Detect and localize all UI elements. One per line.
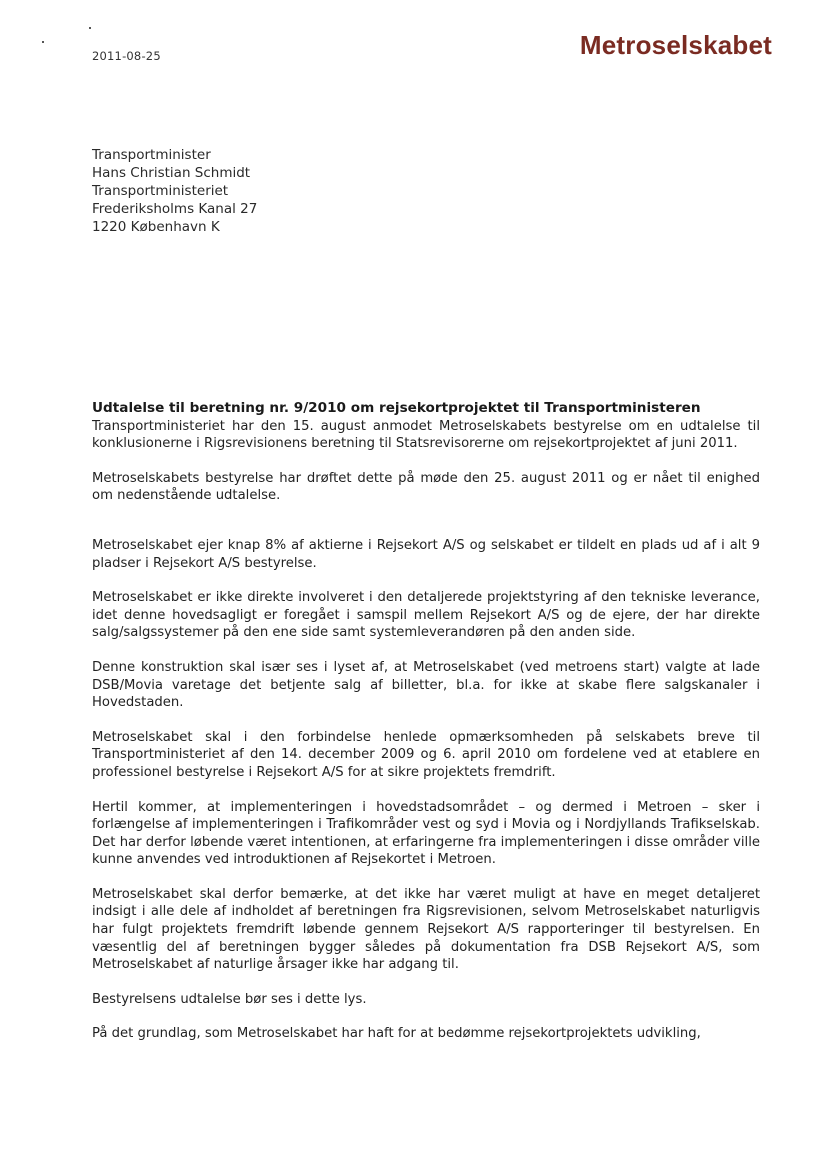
scan-speck [42,41,44,43]
body-paragraph: På det grundlag, som Metroselskabet har haft for at bedømme rejsekortprojektets udvikling, [92,1026,701,1042]
scan-speck [89,27,91,29]
body-paragraph: Denne konstruktion skal især ses i lyset af, at Metroselskabet (ved metroens start) valgte at lade DSB/Movia varetage det betjente salg af billetter, bl.a. for ikke at skabe flere salgskanaler i Hovedstaden. [92,659,760,711]
recipient-line: Hans Christian Schmidt [92,165,251,181]
recipient-line: Transportministeriet [92,183,229,199]
body-paragraph: Metroselskabets bestyrelse har drøftet dette på møde den 25. august 2011 og er nået til enighed om nedenstående udtalelse. [92,470,760,504]
company-logo: Metroselskabet [579,30,772,60]
letter-subject: Udtalelse til beretning nr. 9/2010 om rejsekortprojektet til Transportministeren [92,400,701,416]
recipient-address [92,146,257,236]
body-paragraph: Bestyrelsens udtalelse bør ses i dette lys. [92,991,367,1007]
recipient-line: 1220 København K [92,219,220,235]
body-paragraph: Metroselskabet ejer knap 8% af aktierne i Rejsekort A/S og selskabet er tildelt en plads ud af i alt 9 pladser i Rejsekort A/S bestyrelse. [92,537,760,571]
recipient-line: Transportminister [92,147,211,163]
body-paragraph: Metroselskabet er ikke direkte involveret i den detaljerede projektstyring af den tekniske leverance, idet denne hovedsagligt er foregået i samspil mellem Rejsekort A/S og de ejere, der har direkte salg/salgssystemer på den ene side samt systemleverandøren på den anden side. [92,590,760,641]
letter-date: 2011-08-25 [92,49,161,63]
letter-body [92,400,760,1060]
body-paragraph: Metroselskabet skal i den forbindelse henlede opmærksomheden på selskabets breve til Transportministeriet af den 14. december 2009 og 6. april 2010 om fordelene ved at etablere en professionel bestyrelse i Rejsekort A/S for at sikre projektets fremdrift. [92,729,760,780]
recipient-line: Frederiksholms Kanal 27 [92,201,258,217]
body-paragraph: Hertil kommer, at implementeringen i hovedstadsområdet – og dermed i Metroen – sker i forlængelse af implementeringen i Trafikområder vest og syd i Movia og i Nordjyllands Trafikselskab. Det har derfor løbende været intentionen, at erfaringerne fra implementeringen i disse områder ville kunne anvendes ved introduktionen af Rejsekortet i Metroen. [92,799,760,868]
body-paragraph: Transportministeriet har den 15. august anmodet Metroselskabets bestyrelse om en udtalelse til konklusionerne i Rigsrevisionens beretning til Statsrevisorerne om rejsekortprojektet af juni 2011. [92,418,760,452]
body-paragraph: Metroselskabet skal derfor bemærke, at det ikke har været muligt at have en meget detaljeret indsigt i alle dele af indholdet af beretningen fra Rigsrevisionen, selvom Metroselskabet naturligvis har fulgt projektets fremdrift løbende gennem Rejsekort A/S rapporteringer til bestyrelsen. En væsentlig del af beretningen bygger således på dokumentation fra DSB Rejsekort A/S, som Metroselskabet af naturlige årsager ikke har adgang til. [92,886,760,973]
